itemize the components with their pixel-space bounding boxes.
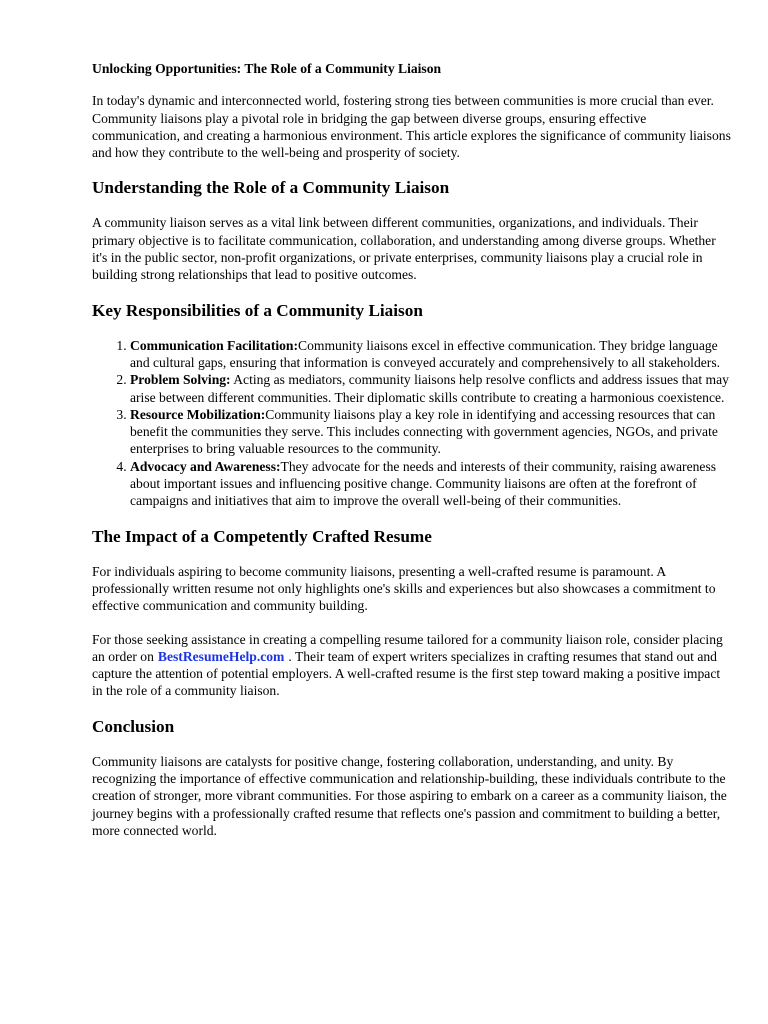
list-item-text: They advocate for the needs and interests of their community, raising awareness about important issues and influencing positive change. Community liaisons are often at the forefront of campaigns and initiatives that aim to improve the overall well-being of their communities.	[130, 458, 717, 509]
list-item	[130, 337, 732, 372]
section-heading-resume: The Impact of a Competently Crafted Resume	[92, 526, 432, 546]
document-page	[92, 60, 732, 855]
resume-paragraph-1: For individuals aspiring to become community liaisons, presenting a well-crafted resume is paramount. A professionally written resume not only highlights one's skills and experiences but also showcases a commitment to effective communication and community building.	[92, 563, 716, 614]
bestresumehelp-link[interactable]: BestResumeHelp.com	[157, 648, 285, 664]
list-item-text: Acting as mediators, community liaisons help resolve conflicts and address issues that may arise between different communities. Their diplomatic skills contribute to creating a harmonious coexistence.	[130, 372, 729, 405]
document-title: Unlocking Opportunities: The Role of a Community Liaison	[92, 61, 442, 76]
resume-paragraph-2-end: . Their team of expert writers specializes in crafting resumes that stand out and capture the attention of potential employers. A well-crafted resume is the first step toward making a positive impact in the role of a community liaison.	[92, 648, 721, 699]
responsibilities-list	[92, 337, 732, 510]
list-item	[130, 371, 732, 406]
list-item-text: Community liaisons excel in effective communication. They bridge language and cultural gaps, ensuring that information is conveyed accurately and comprehensively to all stakeholders.	[130, 337, 721, 370]
section-heading-understanding: Understanding the Role of a Community Liaison	[92, 178, 450, 198]
intro-paragraph: In today's dynamic and interconnected world, fostering strong ties between communities is more crucial than ever. Community liaisons play a pivotal role in bridging the gap between diverse groups, ensuring effective communication, and creating a harmonious environment. This article explores the significance of community liaisons and how they contribute to the well-being and prosperity of society.	[92, 93, 731, 161]
list-item-text: Community liaisons play a key role in identifying and accessing resources that can benefit the communities they serve. This includes connecting with government agencies, NGOs, and private enterprises to bring valuable resources to the community.	[130, 406, 718, 457]
resume-paragraph-2-start: For those seeking assistance in creating a compelling resume tailored for a community liaison role, consider placing an order on	[92, 631, 723, 664]
resume-paragraph-2	[92, 631, 732, 700]
list-item-term: Communication Facilitation:	[130, 337, 299, 353]
section-heading-responsibilities: Key Responsibilities of a Community Liaison	[92, 300, 423, 320]
section-heading-conclusion: Conclusion	[92, 716, 175, 736]
list-item	[130, 406, 732, 458]
understanding-paragraph: A community liaison serves as a vital link between different communities, organizations, and individuals. Their primary objective is to facilitate communication, collaboration, and understanding among diverse groups. Whether it's in the public sector, non-profit organizations, or private enterprises, community liaisons play a crucial role in building strong relationships that lead to positive outcomes.	[92, 215, 716, 283]
list-item-term: Problem Solving:	[130, 372, 231, 388]
conclusion-paragraph: Community liaisons are catalysts for positive change, fostering collaboration, understanding, and unity. By recognizing the importance of effective communication and relationship-building, these individuals contribute to the creation of stronger, more vibrant communities. For those aspiring to embark on a career as a community liaison, the journey begins with a professionally crafted resume that reflects one's passion and commitment to building a better, more connected world.	[92, 753, 727, 838]
list-item-term: Resource Mobilization:	[130, 406, 266, 422]
list-item	[130, 458, 732, 510]
list-item-term: Advocacy and Awareness:	[130, 458, 281, 474]
